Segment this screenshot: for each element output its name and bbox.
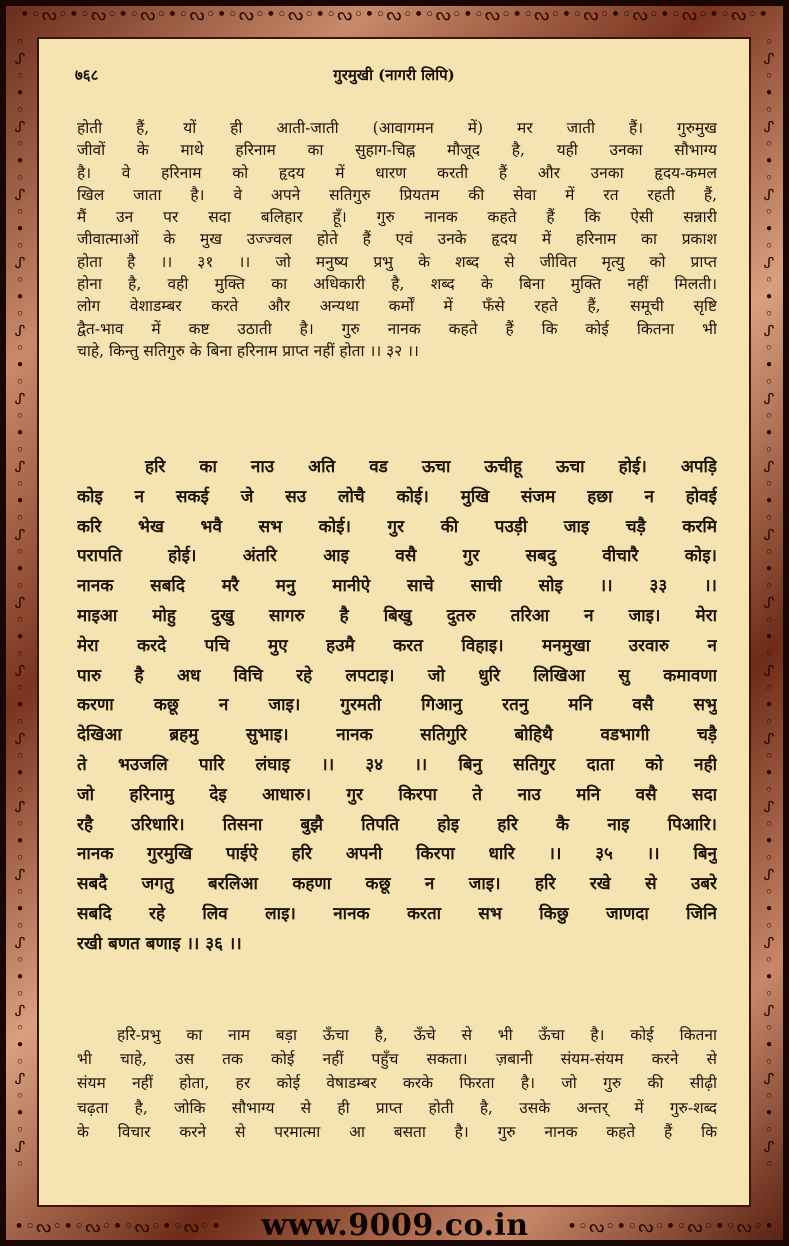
verse-line: रखी बणत बणाइ ।। ३६ ।। xyxy=(77,933,242,954)
text-line: होना है, वही मुक्ति का अधिकारी है, शब्द के बिना मुक्ति नहीं मिलती। xyxy=(77,275,717,294)
verse-line: करणा कछू न जाइ। गुरमती गिआनु रतनु मनि वसै सभु xyxy=(77,695,717,716)
verse-line: नानक सबदि मरै मनु मानीऐ साचे साची सोइ ।। ३३ ।। xyxy=(77,576,717,597)
bottom-right-ornament: •◦ᔓ◦•◦ᔓ◦•◦ᔓ◦•◦ᔓ◦• xyxy=(567,1217,775,1237)
verse-line: जो हरिनामु देइ आधारु। गुर किरपा ते नाउ मनि वसै सदा xyxy=(77,784,717,805)
text-line: जीवों के माथे हरिनाम का सुहाग-चिह्न मौजूद है, यही उनका सौभाग्य xyxy=(77,141,717,160)
text-line: द्वैत-भाव में कष्ट उठाती है। गुरु नानक कहते हैं कि कोई कितना भी xyxy=(77,319,717,338)
hindi-commentary-paragraph-2 xyxy=(77,1023,717,1144)
verse-line: देखिआ ब्रहमु सुभाइ। नानक सतिगुरि बोहिथै वडभागी चड़ै xyxy=(77,725,717,746)
book-page xyxy=(37,37,751,1207)
bottom-left-ornament: •◦ᔓ◦•◦ᔓ◦•◦ᔓ◦•◦ᔓ◦• xyxy=(14,1217,222,1237)
text-line: के विचार करने से परमात्मा आ बसता है। गुरु नानक कहते हैं कि xyxy=(77,1122,717,1141)
verse-line: रहै उरिधारि। तिसना बुझै तिपति होइ हरि कै नाइ पिआरि। xyxy=(77,814,717,835)
verse-line: सबदि रहे लिव लाइ। नानक करता सभ किछु जाणदा जिनि xyxy=(77,903,717,924)
verse-line: कोइ न सकई जे सउ लोचै कोई। मुखि संजम हछा न होवई xyxy=(77,486,717,507)
text-line: चाहे, किन्तु सतिगुरु के बिना हरिनाम प्राप्त नहीं होता ।। ३२ ।। xyxy=(77,341,419,360)
verse-line: करि भेख भवै सभ कोई। गुर की पउड़ी जाइ चड़ै करमि xyxy=(77,516,717,537)
verse-line: माइआ मोहु दुखु सागरु है बिखु दुतरु तरिआ न जाइ। मेरा xyxy=(77,605,717,626)
verse-line: हरि का नाउ अति वड ऊचा ऊचीहू ऊचा होई। अपड़ि xyxy=(145,457,717,477)
text-line: होती हैं, यों ही आती-जाती (आवागमन में) मर जाती हैं। गुरुमुख xyxy=(77,119,717,137)
right-ornament-border: ◦ ᔑ ◦ • ◦ ᔑ ◦ • ◦ ᔑ ◦ • ◦ ᔑ ◦ • ◦ ᔑ ◦ • ◦ ᔑ ◦ • ◦ ᔑ ◦ • ◦ ᔑ ◦ • ◦ ᔑ ◦ • ◦ ᔑ ◦ • ◦ ᔑ ◦ • ◦ ᔑ ◦ • ◦ ᔑ ◦ • ◦ ᔑ ◦ • ◦ ᔑ ◦ • ◦ ᔑ ◦ • ◦ ᔑ ◦ xyxy=(763,34,775,1173)
verse-line: मेरा करदे पचि मुए हउमै करत विहाइ। मनमुखा उरवारु न xyxy=(77,635,717,656)
top-ornament-border: •◦ᔓ◦•◦ᔓ◦•◦ᔓ◦•◦ᔓ◦•◦ᔓ◦•◦ᔓ◦•◦ᔓ◦•◦ᔓ◦•◦ᔓ◦•◦ᔓ◦•◦ᔓ◦•◦ᔓ◦•◦ᔓ◦•◦ᔓ◦•◦ᔓ◦• xyxy=(19,5,770,25)
text-line: चढ़ता है, जोकि सौभाग्य से ही प्राप्त होती है, उसके अन्तर् में गुरु-शब्द xyxy=(77,1098,717,1117)
hindi-commentary-paragraph-1 xyxy=(77,117,717,362)
page-header xyxy=(75,65,713,89)
gurbani-verse-paragraph xyxy=(77,453,717,960)
website-url: www.9009.co.in xyxy=(261,1208,529,1243)
verse-line: नानक गुरमुखि पाईऐ हरि अपनी किरपा धारि ।। ३५ ।। बिनु xyxy=(77,844,717,865)
left-ornament-border: ◦ ᔑ ◦ • ◦ ᔑ ◦ • ◦ ᔑ ◦ • ◦ ᔑ ◦ • ◦ ᔑ ◦ • ◦ ᔑ ◦ • ◦ ᔑ ◦ • ◦ ᔑ ◦ • ◦ ᔑ ◦ • ◦ ᔑ ◦ • ◦ ᔑ ◦ • ◦ ᔑ ◦ • ◦ ᔑ ◦ • ◦ ᔑ ◦ • ◦ ᔑ ◦ • ◦ ᔑ ◦ • ◦ ᔑ ◦ xyxy=(14,34,26,1173)
text-line: जीवात्माओं के मुख उज्ज्वल होते हैं एवं उनके हृदय में हरिनाम का प्रकाश xyxy=(77,230,717,249)
verse-line: सबदै जगतु बरलिआ कहणा कछू न जाइ। हरि रखे से उबरे xyxy=(77,874,717,895)
text-line: खिल जाता है। वे अपने सतिगुरु प्रियतम की सेवा में रत रहती हैं, xyxy=(77,185,717,204)
text-line: मैं उन पर सदा बलिहार हूँ। गुरु नानक कहते हैं कि ऐसी सन्नारी xyxy=(77,208,717,227)
page-number: ७६८ xyxy=(75,66,99,84)
verse-line: पारु है अध विचि रहे लपटाइ। जो धुरि लिखिआ सु कमावणा xyxy=(77,665,717,686)
page-title: गुरमुखी (नागरी लिपि) xyxy=(333,66,455,84)
verse-line: ते भउजलि पारि लंघाइ ।। ३४ ।। बिनु सतिगुर दाता को नही xyxy=(77,754,717,775)
text-line: हरि-प्रभु का नाम बड़ा ऊँचा है, ऊँचे से भी ऊँचा है। कोई कितना xyxy=(117,1026,717,1044)
text-line: है। वे हरिनाम को हृदय में धारण करती हैं और उनका हृदय-कमल xyxy=(77,163,717,182)
text-line: होता है ।। ३१ ।। जो मनुष्य प्रभु के शब्द से जीवित मृत्यु को प्राप्त xyxy=(77,252,717,271)
text-line: संयम नहीं होता, हर कोई वेषाडम्बर करके फिरता है। जो गुरु की सीढ़ी xyxy=(77,1074,717,1093)
text-line: लोग वेशाडम्बर करते और अन्यथा कर्मों में फँसे रहते हैं, समूची सृष्टि xyxy=(77,297,717,316)
verse-line: परापति होई। अंतरि आइ वसै गुर सबदु वीचारै कोइ। xyxy=(77,546,717,567)
text-line: भी चाहे, उस तक कोई नहीं पहुँच सकता। ज़बानी संयम-संयम करने से xyxy=(77,1050,717,1069)
